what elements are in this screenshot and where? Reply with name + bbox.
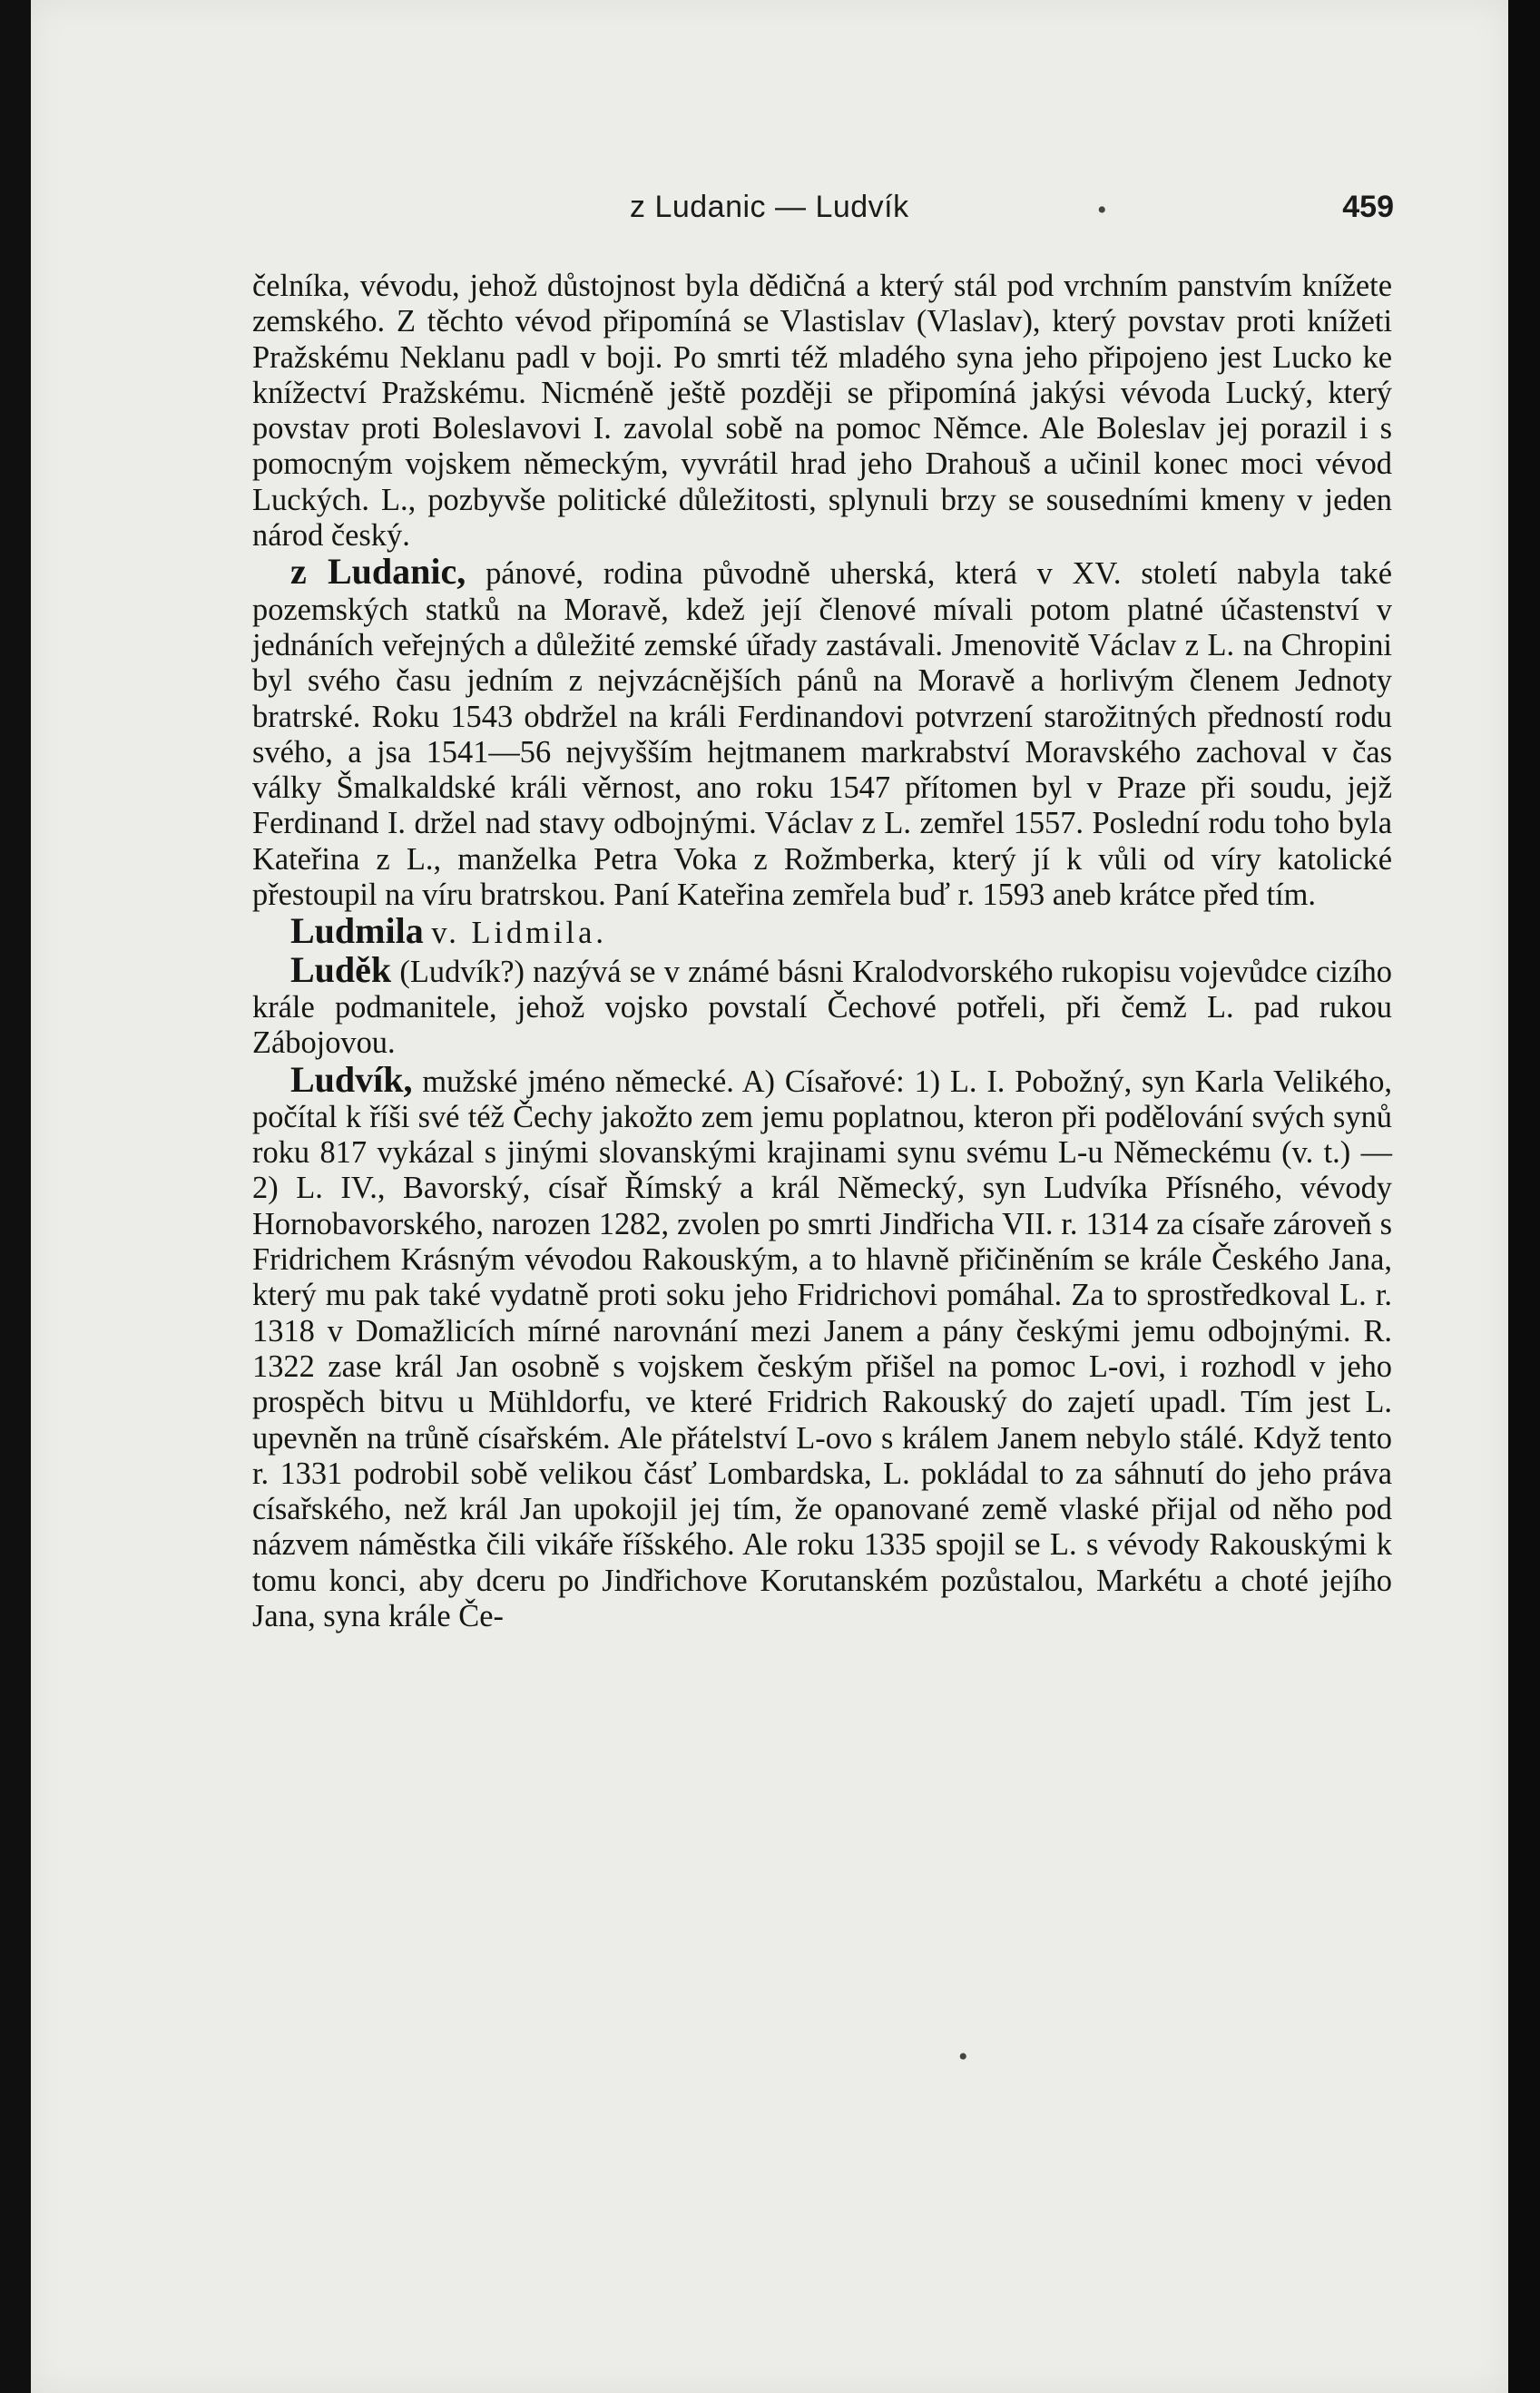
entry-z-ludanic [252,551,1392,913]
entry-body: pánové, rodina původně uherská, která v XV. století nabyla také pozemských statků na Moravě, kdež její členové mívali potom platné účastenství v jednáních veřejných a důležité zemské úřady zastávali. Jmenovitě Václav z L. na Chropini byl svého času jedním z nejvzácnějších pánů na Moravě a horlivým členem Jednoty bratrské. Roku 1543 obdržel na králi Ferdinandovi potvrzení starožitných předností rodu svého, a jsa 1541—56 nejvyšším hejtmanem markrabství Moravského zachoval v čas války Šmalkaldské králi věrnost, ano roku 1547 přítomen byl v Praze při soudu, jejž Ferdinand I. držel nad stavy odbojnými. Václav z L. zemřel 1557. Poslední rodu toho byla Kateřina z L., manželka Petra Voka z Rožmberka, který jí k vůli od víry katolické přestoupil na víru bratrskou. Paní Kateřina zemřela buď r. 1593 aneb krátce před tím. [252,556,1392,913]
print-speck: • [1097,195,1107,225]
entry-ludvik [252,1058,1392,1635]
scan-border [1508,0,1540,2393]
entry-body: (Ludvík?) nazývá se v známé básni Kralodvorského rukopisu vojevůdce cizího krále podmanitele, jehož vojsko povstalí Čechové potřeli, při čemž L. pad rukou Zábojovou. [252,954,1392,1061]
running-title: z Ludanic — Ludvík [630,190,909,224]
running-header [630,190,1447,226]
entry-heading: Luděk [290,948,392,990]
entry-heading: z Ludanic, [290,551,466,593]
book-page [31,0,1508,2393]
entry-heading: Ludvík, [290,1058,413,1100]
print-speck: • [958,2042,968,2072]
paragraph-lucane-continuation [252,269,1392,554]
article-text [252,269,1392,1634]
entry-body: v. Lidmila. [431,916,607,951]
entry-heading: Ludmila [290,910,424,952]
paragraph-text: čelníka, vévodu, jehož důstojnost byla dědičná a který stál pod vrchním panstvím knížete zemského. Z těchto vévod připomíná se Vlastislav (Vlaslav), který povstav proti knížeti Pražskému Neklanu padl v boji. Po smrti též mladého syna jeho připojeno jest Lucko ke knížectví Pražskému. Nicméně ještě později se připomíná jakýsi vévoda Lucký, který povstav proti Boleslavovi I. zavolal sobě na pomoc Němce. Ale Boleslav jej porazil i s pomocným vojskem německým, vyvrátil hrad jeho Drahouš a učinil konec moci vévod Luckých. L., pozbyvše politické důležitosti, splynuli brzy se sousedními kmeny v jeden národ český. [252,269,1392,554]
entry-ludek [252,948,1392,1062]
page-number: 459 [1342,190,1394,224]
entry-ludmila [252,910,1392,952]
entry-body: mužské jméno německé. A) Císařové: 1) L. I. Pobožný, syn Karla Velikého, počítal k říši své též Čechy jakožto zem jemu poplatnou, kteron při podělování svých synů roku 817 vykázal s jinými slovanskými krajinami synu svému L-u Německému (v. t.) — 2) L. IV., Bavorský, císař Římský a král Německý, syn Ludvíka Přísného, vévody Hornobavorského, narozen 1282, zvolen po smrti Jindřicha VII. r. 1314 za císaře zároveň s Fridrichem Krásným vévodou Rakouským, a to hlavně přičiněním se krále Českého Jana, který mu pak také vydatně proti soku jeho Fridrichovi pomáhal. Za to sprostředkoval L. r. 1318 v Domažlicích mírné narovnání mezi Janem a pány českými jemu odbojnými. R. 1322 zase král Jan osobně s vojskem českým přišel na pomoc L-ovi, i rozhodl v jeho prospěch bitvu u Mühldorfu, ve které Fridrich Rakouský do zajetí upadl. Tím jest L. upevněn na trůně císařském. Ale přátelství L-ovo s králem Janem nebylo stálé. Když tento r. 1331 podrobil sobě velikou čásť Lombardska, L. pokládal to za sáhnutí do jeho práva císařského, než král Jan upokojil jej tím, že opanované země vlaské přijal od něho pod názvem náměstka čili vikáře říšského. Ale roku 1335 spojil se L. s vévody Rakouskými k tomu konci, aby dceru po Jindřichove Korutanském pozůstalou, Markétu a choté jejího Jana, syna krále Če- [252,1064,1392,1633]
